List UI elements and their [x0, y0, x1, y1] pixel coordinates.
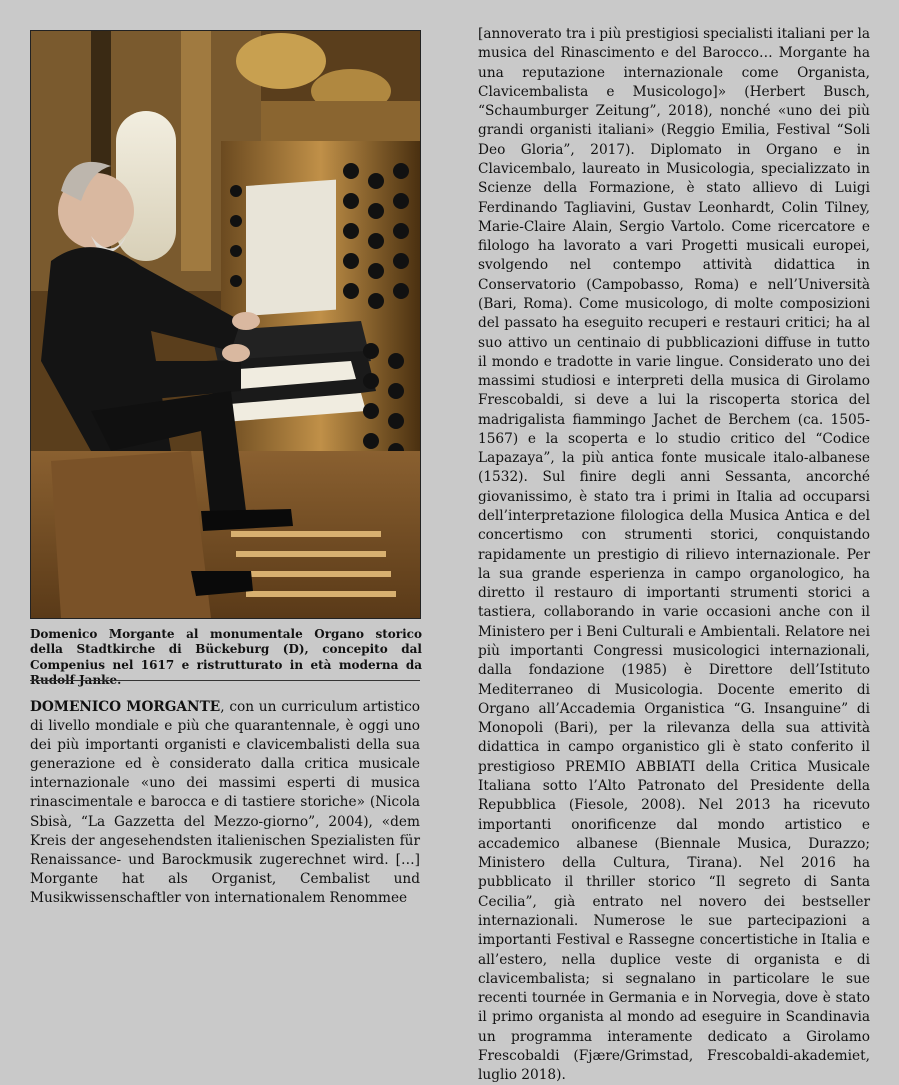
intro-text: , con un curriculum artistico di livello mondiale e più che quarantennale, è oggi uno dei più importanti organisti e clavicembalisti della sua generazione ed è considerato dalla critica musicale internazionale «uno dei massimi esperti di musica rinascimentale e barocca e di tastiere storiche» (Nicola Sbisà, “La Gazzetta del Mezzo-giorno”, 2004), «dem Kreis der angesehendsten italienischen Spezialisten für Renaissance- und Barockmusik zugerechnet wird. […] Morgante hat als Organist, Cembalist und Musikwissenschaftler von internationalem Renommee	[30, 699, 420, 906]
photo-caption: Domenico Morgante al monumentale Organo storico della Stadtkirche di Bückeburg (D), concepito dal Compenius nel 1617 e ristrutturato in età moderna da Rudolf Janke.	[30, 627, 422, 688]
artist-name: DOMENICO MORGANTE	[30, 699, 221, 715]
organist-photo	[30, 30, 421, 619]
biography-continuation: [annoverato tra i più prestigiosi specialisti italiani per la musica del Rinascimento e del Barocco… Morgante ha una reputazione internazionale come Organista, Clavicembalista e Musicologo]» (Herbert Busch, “Schaumburger Zeitung”, 2018), nonché «uno dei più grandi organisti italiani» (Reggio Emilia, Festival “Soli Deo Gloria”, 2017). Diplomato in Organo e in Clavicembalo, laureato in Musicologia, specializzato in Scienze della Formazione, è stato allievo di Luigi Ferdinando Tagliavini, Gustav Leonhardt, Colin Tilney, Marie-Claire Alain, Sergio Vartolo. Come ricercatore e filologo ha lavorato a vari Progetti musicali europei, svolgendo nel contempo attività didattica in Conservatorio (Campobasso, Roma) e nell’Università (Bari, Roma). Come musicologo, di molte composizioni del passato ha eseguito recuperi e restauri critici; ha al suo attivo un centinaio di pubblicazioni diffuse in tutto il mondo e tradotte in varie lingue. Considerato uno dei massimi studiosi e interpreti della musica di Girolamo Frescobaldi, si deve a lui la riscoperta storica del madrigalista fiammingo Jachet de Berchem (ca. 1505-1567) e la scoperta e lo studio critico del “Codice Lapazaya”, la più antica fonte musicale italo-albanese (1532). Sul finire degli anni Sessanta, ancorché giovanissimo, è stato tra i primi in Italia ad occuparsi dell’interpretazione filologica della Musica Antica e del concertismo con strumenti storici, conquistando rapidamente un prestigio di rilievo internazionale. Per la sua grande esperienza in campo organologico, ha diretto il restauro di importanti strumenti storici a tastiera, collaborando in varie occasioni anche con il Ministero per i Beni Culturali e Ambientali. Relatore nei più importanti Congressi musicologici internazionali, dalla fondazione (1985) è Direttore dell’Istituto Mediterraneo di Musicologia. Docente emerito di Organo all’Accademia Organistica “G. Insanguine” di Monopoli (Bari), per la rilevanza della sua attività didattica in campo organistico gli è stato conferito il prestigioso PREMIO ABBIATI della Critica Musicale Italiana sotto l’Alto Patronato del Presidente della Repubblica (Fiesole, 2008). Nel 2013 ha ricevuto importanti onorificenze dal mondo artistico e accademico albanese (Biennale Musica, Durazzo; Ministero della Cultura, Tirana). Nel 2016 ha pubblicato il thriller storico “Il segreto di Santa Cecilia”, già entrato nel novero dei bestseller internazionali. Numerose le sue partecipazioni a importanti Festival e Rassegne concertistiche in Italia e all’estero, nella duplice veste di organista e di clavicembalista; si segnalano in particolare le sue recenti tournée in Germania e in Norvegia, dove è stato il primo organista al mondo ad eseguire in Scandinavia un programma interamente dedicato a Girolamo Frescobaldi (Fjære/Grimstad, Frescobaldi-akademiet, luglio 2018).	[478, 26, 870, 1084]
divider	[30, 680, 420, 681]
organ-scene-illustration	[31, 31, 420, 618]
intro-paragraph	[30, 698, 420, 908]
